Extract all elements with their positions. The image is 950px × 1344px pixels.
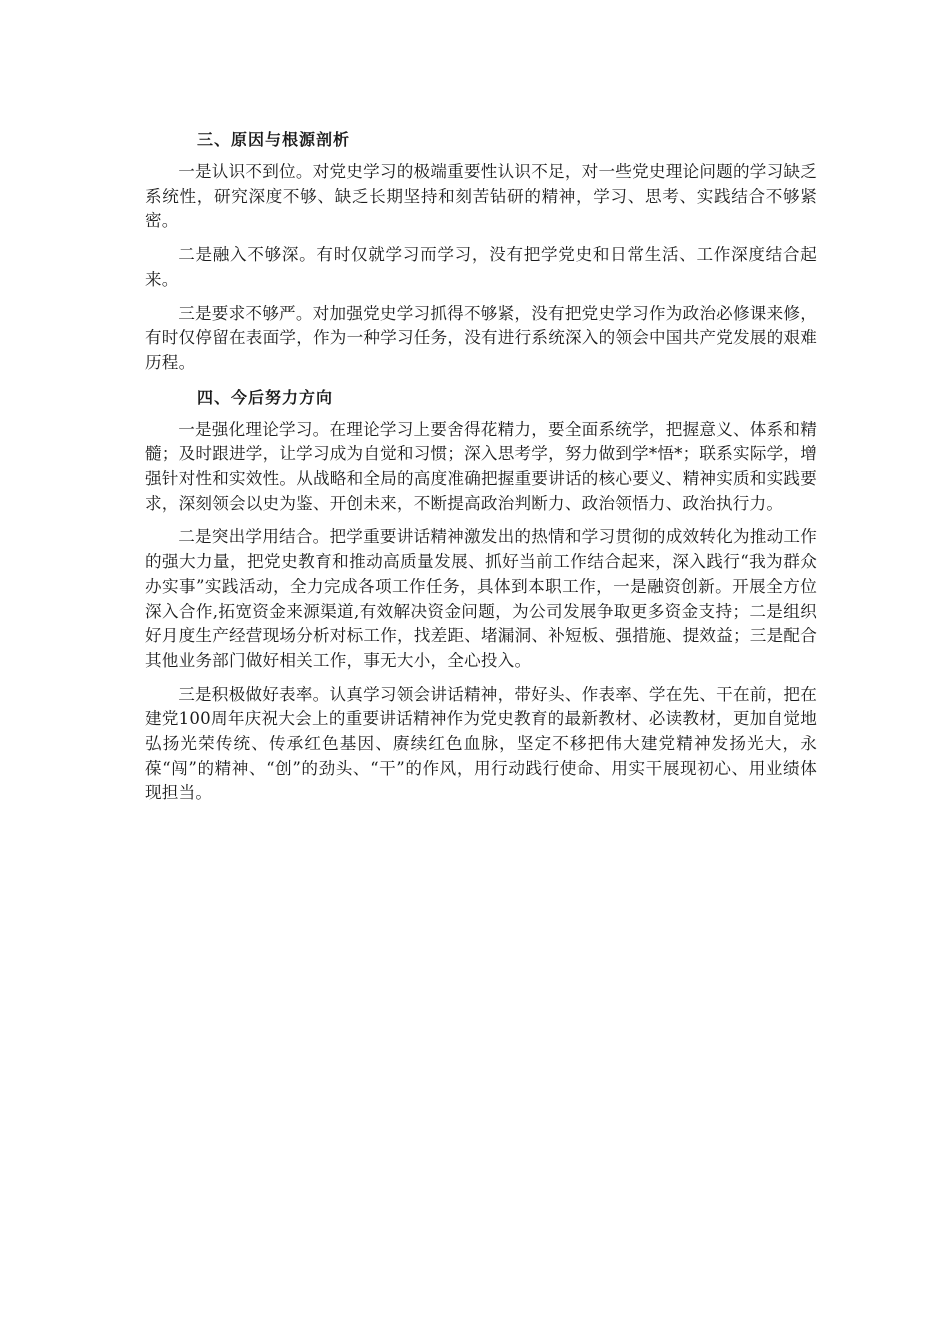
paragraph: 一是强化理论学习。在理论学习上要舍得花精力，要全面系统学，把握意义、体系和精髓；及时跟进学，让学习成为自觉和习惯；深入思考学，努力做到学*悟*；联系实际学，增强针对性和实效性。从战略和全局的高度准确把握重要讲话的核心要义、精神实质和实践要求，深刻领会以史为鉴、开创未来，不断提高政治判断力、政治领悟力、政治执行力。 — [145, 419, 817, 513]
paragraph: 三是积极做好表率。认真学习领会讲话精神，带好头、作表率、学在先、干在前，把在建党100周年庆祝大会上的重要讲话精神作为党史教育的最新教材、必读教材，更加自觉地弘扬光荣传统、传承红色基因、赓续红色血脉，坚定不移把伟大建党精神发扬光大，永葆“闯”的精神、“创”的劲头、“干”的作风，用行动践行使命、用实干展现初心、用业绩体现担当。 — [145, 684, 817, 803]
section-future-direction — [145, 385, 817, 807]
paragraph: 三是要求不够严。对加强党史学习抓得不够紧，没有把党史学习作为政治必修课来修，有时仅停留在表面学，作为一种学习任务，没有进行系统深入的领会中国共产党发展的艰难历程。 — [145, 303, 817, 372]
section-heading: 三、原因与根源剖析 — [197, 130, 351, 149]
section-heading: 四、今后努力方向 — [197, 387, 334, 407]
paragraph: 二是突出学用结合。把学重要讲话精神激发出的热情和学习贯彻的成效转化为推动工作的强大力量，把党史教育和推动高质量发展、抓好当前工作结合起来，深入践行“我为群众办实事”实践活动，全力完成各项工作任务，具体到本职工作，一是融资创新。开展全方位深入合作,拓宽资金来源渠道,有效解决资金问题，为公司发展争取更多资金支持；二是组织好月度生产经营现场分析对标工作，找差距、堵漏洞、补短板、强措施、提效益；三是配合其他业务部门做好相关工作，事无大小，全心投入。 — [145, 527, 817, 670]
paragraph: 二是融入不够深。有时仅就学习而学习，没有把学党史和日常生活、工作深度结合起来。 — [145, 245, 817, 289]
section-causes — [145, 127, 817, 376]
paragraph: 一是认识不到位。对党史学习的极端重要性认识不足，对一些党史理论问题的学习缺乏系统性，研究深度不够、缺乏长期坚持和刻苦钻研的精神，学习、思考、实践结合不够紧密。 — [145, 162, 817, 231]
document-page — [145, 124, 817, 815]
